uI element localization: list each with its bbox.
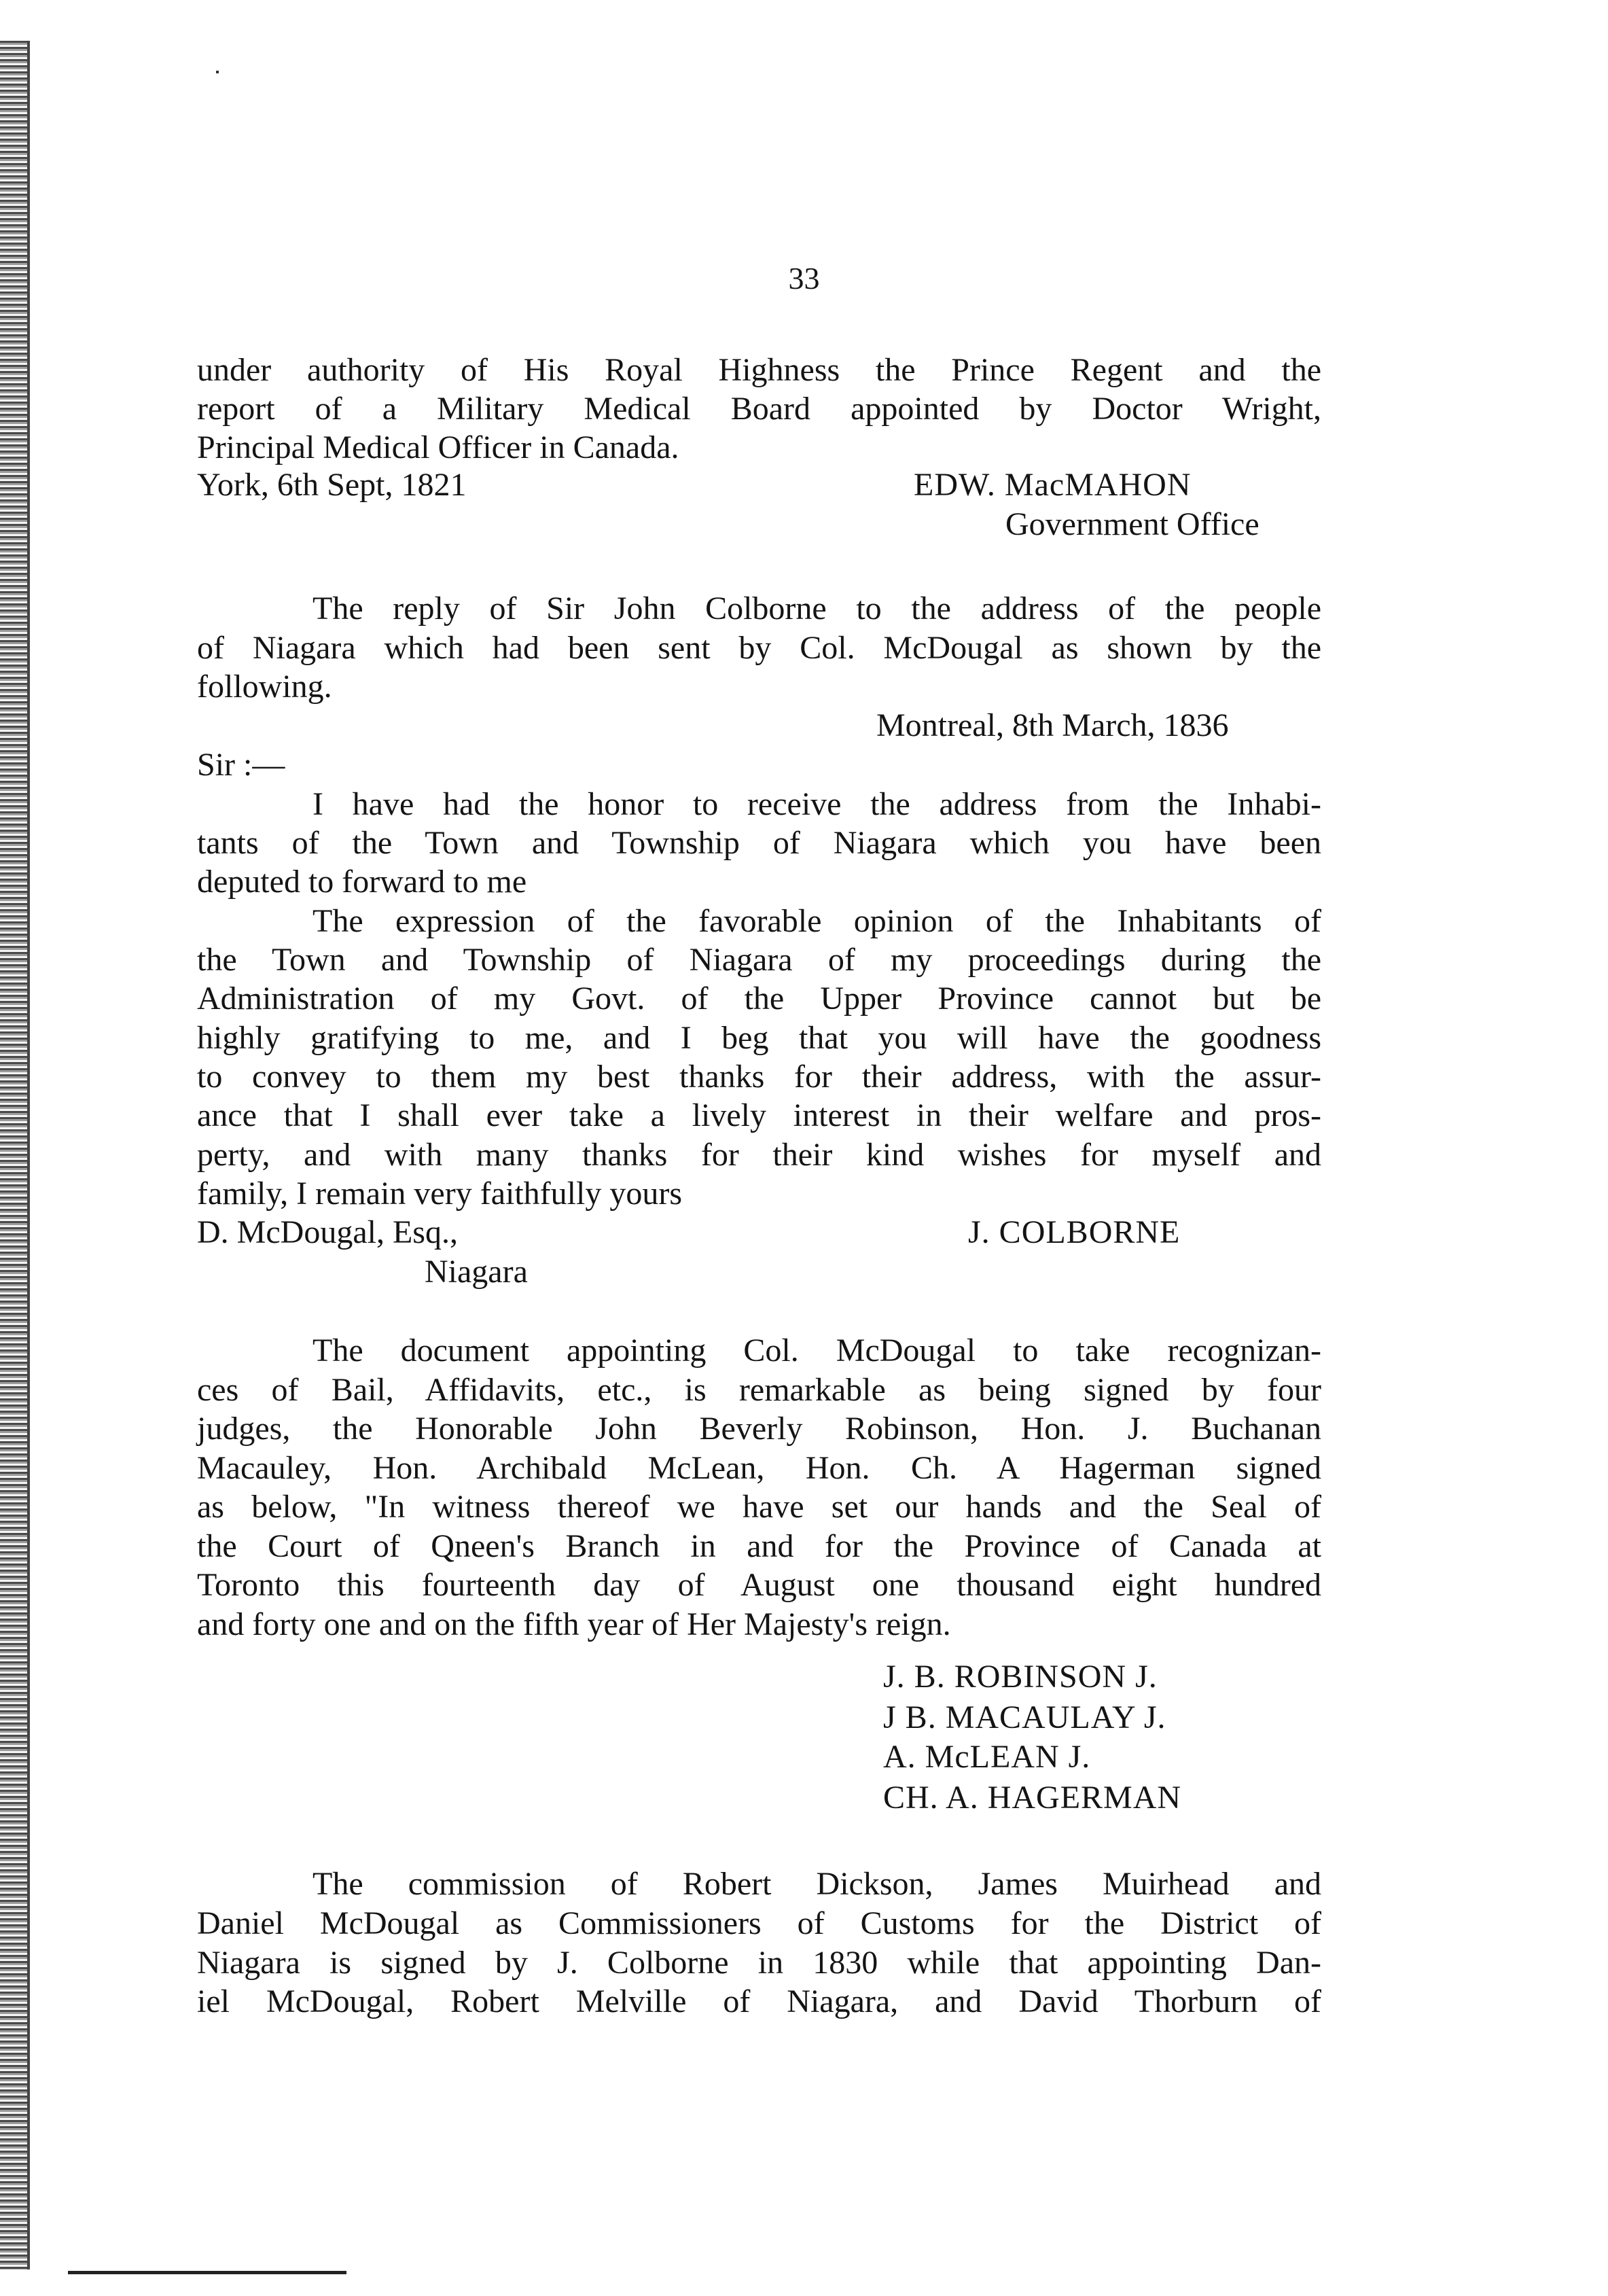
letter-date: York, 6th Sept, 1821 [197,467,467,503]
text-line: highly gratifying to me, and I beg that you will have the goodness [197,1020,1321,1056]
text-line: under authority of His Royal Highness the Prince Regent and the [197,352,1321,388]
bottom-rule [68,2271,346,2274]
page-number: 33 [788,261,820,296]
text-line: iel McDougal, Robert Melville of Niagara, and David Thorburn of [197,1983,1321,2019]
judge-signature: J. B. ROBINSON J. [883,1659,1158,1695]
text-line: of Niagara which had been sent by Col. McDougal as shown by the [197,630,1321,666]
text-line: and forty one and on the fifth year of Her Majesty's reign. [197,1606,951,1642]
letter-date: Montreal, 8th March, 1836 [876,707,1229,743]
text-line: Daniel McDougal as Commissioners of Customs for the District of [197,1905,1321,1941]
text-line: Principal Medical Officer in Canada. [197,429,679,465]
judge-signature: J B. MACAULAY J. [883,1699,1166,1735]
text-line: Administration of my Govt. of the Upper Province cannot but be [197,981,1321,1017]
text-line: Toronto this fourteenth day of August one thousand eight hundred [197,1567,1321,1603]
text-line: perty, and with many thanks for their kind wishes for myself and [197,1137,1321,1173]
salutation: Sir :— [197,747,285,783]
addressee-place: Niagara [425,1254,528,1290]
text-line: family, I remain very faithfully yours [197,1176,682,1212]
text-line: Niagara is signed by J. Colborne in 1830 while that appointing Dan- [197,1945,1321,1981]
text-line: The reply of Sir John Colborne to the address of the people [312,590,1321,626]
ink-speck [216,71,219,73]
text-line: The document appointing Col. McDougal to take recognizan- [312,1332,1321,1368]
text-line: following. [197,669,332,705]
text-line: report of a Military Medical Board appointed by Doctor Wright, [197,391,1321,427]
text-line: judges, the Honorable John Beverly Robinson, Hon. J. Buchanan [197,1411,1321,1447]
signature: EDW. MacMAHON [914,467,1192,503]
text-line: to convey to them my best thanks for their address, with the assur- [197,1059,1321,1095]
page-binding-shadow [27,41,30,2269]
text-line: as below, "In witness thereof we have set our hands and the Seal of [197,1489,1321,1525]
text-line: The commission of Robert Dickson, James Muirhead and [312,1866,1321,1902]
signature: J. COLBORNE [968,1214,1181,1250]
text-line: The expression of the favorable opinion of the Inhabitants of [312,903,1321,939]
text-line: the Town and Township of Niagara of my proceedings during the [197,942,1321,978]
text-line: deputed to forward to me [197,864,527,900]
text-line: ance that I shall ever take a lively interest in their welfare and pros- [197,1097,1321,1133]
text-line: Macauley, Hon. Archibald McLean, Hon. Ch. A Hagerman signed [197,1450,1321,1486]
text-line: ces of Bail, Affidavits, etc., is remarkable as being signed by four [197,1372,1321,1408]
signer-office: Government Office [1005,506,1259,542]
text-line: I have had the honor to receive the address from the Inhabi- [312,786,1321,822]
page-binding-edge [0,41,27,2269]
addressee: D. McDougal, Esq., [197,1214,458,1250]
judge-signature: A. McLEAN J. [883,1739,1091,1775]
judge-signature: CH. A. HAGERMAN [883,1780,1182,1816]
text-line: tants of the Town and Township of Niagara which you have been [197,825,1321,861]
text-line: the Court of Qneen's Branch in and for the Province of Canada at [197,1528,1321,1564]
